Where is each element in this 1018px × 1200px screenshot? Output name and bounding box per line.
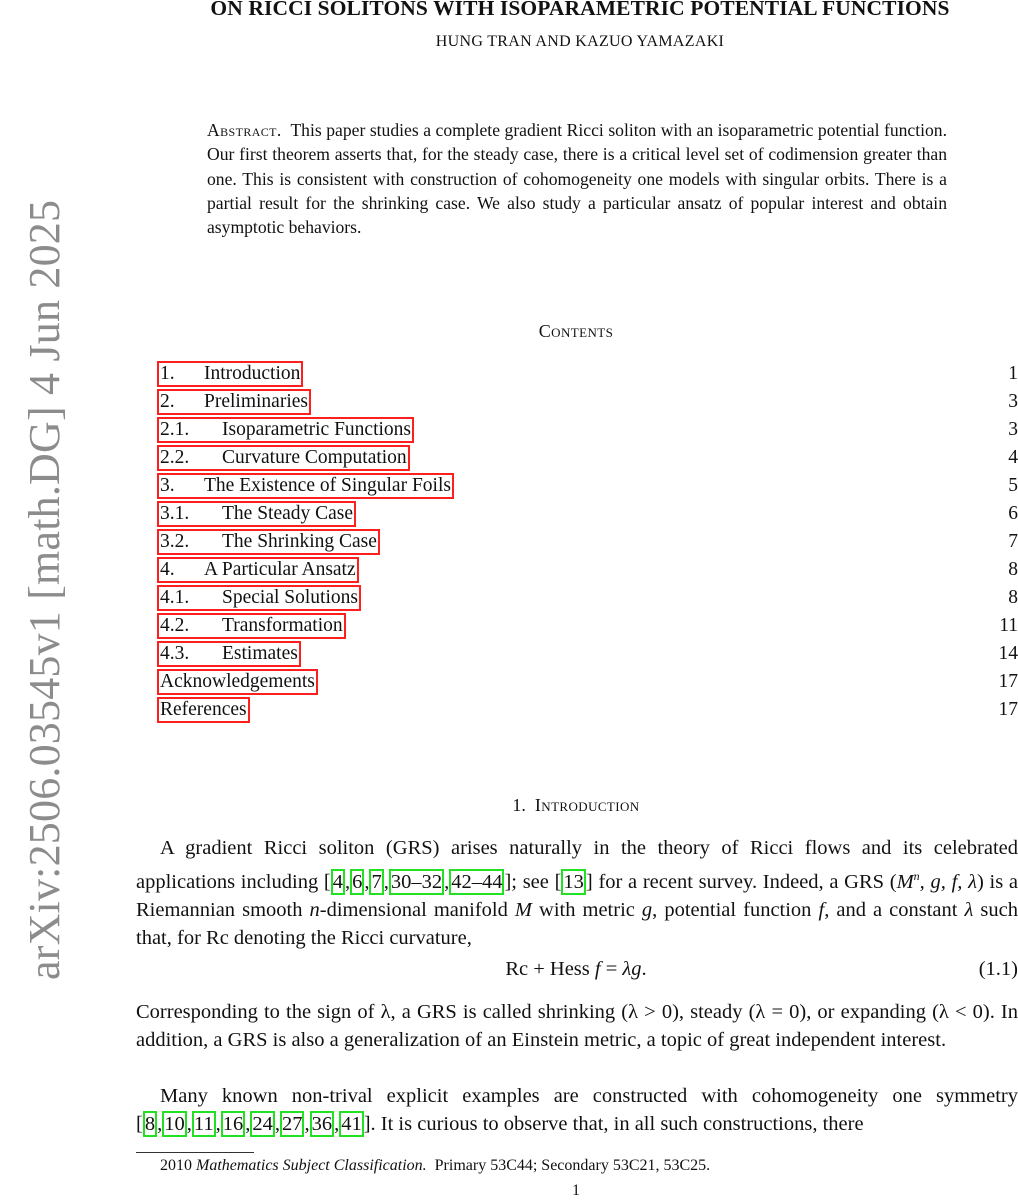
toc-entry xyxy=(157,585,1018,613)
math: . xyxy=(641,958,647,980)
toc-link[interactable] xyxy=(157,361,303,387)
footnote-rule xyxy=(136,1152,254,1153)
toc-link[interactable] xyxy=(157,389,311,415)
text: ] for a recent survey. Indeed, a GRS ( xyxy=(585,870,897,893)
toc-number: 4.1. xyxy=(160,587,190,608)
citation-link[interactable]: 24 xyxy=(252,1113,273,1135)
toc-link[interactable] xyxy=(157,445,410,471)
toc-entry xyxy=(157,445,1018,473)
section-title: Introduction xyxy=(534,795,640,815)
text: ) is a Riemannian smooth xyxy=(136,870,1018,921)
citation-link[interactable]: 7 xyxy=(371,870,382,893)
citation-link[interactable]: 30–32 xyxy=(390,870,443,893)
text: ]; see [ xyxy=(504,870,562,893)
math: M xyxy=(514,898,532,921)
abstract xyxy=(207,118,947,239)
math: f xyxy=(594,958,601,980)
citation-link[interactable]: 42–44 xyxy=(451,870,503,893)
abstract-label: Abstract. xyxy=(207,120,282,140)
citation-group: 8,10,11,16,24,27,36,41 xyxy=(144,1113,362,1135)
toc-page-number: 7 xyxy=(1008,531,1018,552)
toc-entry xyxy=(157,557,1018,585)
toc-entry xyxy=(157,501,1018,529)
toc-title: Curvature Computation xyxy=(222,447,407,468)
text: , potential function xyxy=(652,898,819,921)
intro-paragraph-1 xyxy=(136,834,1018,952)
toc-link[interactable] xyxy=(157,557,359,583)
paper-title: ON RICCI SOLITONS WITH ISOPARAMETRIC POTENTIAL FUNCTIONS xyxy=(210,0,950,20)
math: λg xyxy=(622,958,642,980)
citation-link[interactable]: 10 xyxy=(164,1113,185,1135)
toc-page-number: 8 xyxy=(1008,587,1018,608)
toc-title: Isoparametric Functions xyxy=(222,419,411,440)
toc-number: 1. xyxy=(160,363,175,384)
toc-number: 2.1. xyxy=(160,419,190,440)
toc-title: Special Solutions xyxy=(222,587,358,608)
math: , g, f, λ xyxy=(919,870,977,893)
math: n xyxy=(913,869,920,883)
toc-link[interactable] xyxy=(157,417,414,443)
contents-heading: Contents xyxy=(538,321,614,341)
citation-link[interactable]: 11 xyxy=(193,1113,214,1135)
text: Mathematics Subject Classification. xyxy=(196,1157,427,1174)
toc-number: 3.1. xyxy=(160,503,190,524)
toc-number: 2. xyxy=(160,391,175,412)
toc-title: Acknowledgements xyxy=(160,671,315,692)
intro-paragraph-2: Corresponding to the sign of λ, a GRS is called shrinking (λ > 0), steady (λ = 0), or expanding (λ < 0). In addition, a GRS is also a generalization of an Einstein metric, a topic of great independent interest. xyxy=(136,1001,1018,1051)
math: = xyxy=(600,958,623,980)
toc-link[interactable] xyxy=(157,641,301,667)
toc-entry xyxy=(157,361,1018,389)
page-number: 1 xyxy=(572,1182,580,1199)
citation-link[interactable]: 36 xyxy=(311,1113,333,1135)
text: such that, for Rc denoting the Ricci curvature, xyxy=(136,898,1018,949)
authors: HUNG TRAN AND KAZUO YAMAZAKI xyxy=(435,33,725,50)
toc-page-number: 17 xyxy=(998,671,1018,692)
toc-page-number: 4 xyxy=(1008,447,1018,468)
section-heading-introduction xyxy=(0,795,1018,816)
citation-link[interactable]: 16 xyxy=(222,1113,244,1135)
toc-link[interactable] xyxy=(157,501,356,527)
equation-1-1 xyxy=(0,958,1018,981)
toc-title: The Existence of Singular Foils xyxy=(204,475,451,496)
arxiv-stamp: arXiv:2506.03545v1 [math.DG] 4 Jun 2025 xyxy=(20,199,69,980)
toc-title: Estimates xyxy=(222,643,298,664)
section-number: 1. xyxy=(512,795,526,815)
toc-entry xyxy=(157,529,1018,557)
text: , and a constant xyxy=(824,898,965,921)
toc-page-number: 17 xyxy=(998,699,1018,720)
toc-title: Transformation xyxy=(222,615,343,636)
toc-title: A Particular Ansatz xyxy=(204,559,356,580)
toc-number: 2.2. xyxy=(160,447,190,468)
abstract-text: This paper studies a complete gradient Ricci soliton with an isoparametric potential function. Our first theorem asserts that, for the steady case, there is a critical level set of codimension greater than one. This is consistent with construction of cohomogeneity one models with singular orbits. There is a partial result for the shrinking case. We also study a particular ansatz of popular interest and obtain asymptotic behaviors. xyxy=(207,120,948,238)
math: λ xyxy=(964,898,974,921)
text: A gradient Ricci soliton (GRS) arises naturally in the theory of Ricci flows and its celebrated applications including [ xyxy=(136,837,1018,893)
text: ]. It is curious to observe that, in all such constructions, there xyxy=(363,1113,864,1135)
equation-number: (1.1) xyxy=(978,958,1018,980)
intro-paragraph-3 xyxy=(136,1082,1018,1138)
toc-entry xyxy=(157,697,1018,725)
text: with metric xyxy=(531,898,642,921)
toc-entry xyxy=(157,613,1018,641)
text: Primary 53C44; Secondary 53C21, 53C25. xyxy=(434,1157,711,1174)
citation-link[interactable]: 6 xyxy=(352,870,363,893)
table-of-contents xyxy=(157,361,1018,725)
toc-link[interactable] xyxy=(157,613,346,639)
toc-link[interactable] xyxy=(157,697,250,723)
text: 2010 xyxy=(160,1157,192,1174)
toc-number: 3.2. xyxy=(160,531,190,552)
toc-entry xyxy=(157,417,1018,445)
toc-page-number: 11 xyxy=(999,615,1018,636)
toc-title: The Shrinking Case xyxy=(222,531,377,552)
toc-page-number: 6 xyxy=(1008,503,1018,524)
text: -dimensional manifold xyxy=(319,898,515,921)
text: Many known non-trival explicit examples are constructed with cohomogeneity one symmetry [ xyxy=(136,1085,1018,1135)
toc-title: Introduction xyxy=(204,363,301,384)
toc-number: 4.3. xyxy=(160,643,190,664)
toc-entry xyxy=(157,473,1018,501)
citation-group: 4,6,7,30–32,42–44 xyxy=(332,870,503,893)
math: g xyxy=(641,898,653,921)
math: Rc + Hess xyxy=(505,958,595,980)
toc-title: The Steady Case xyxy=(222,503,354,524)
toc-title: References xyxy=(160,699,247,720)
toc-number: 4. xyxy=(160,559,175,580)
toc-link[interactable] xyxy=(157,529,380,555)
toc-number: 4.2. xyxy=(160,615,190,636)
toc-entry xyxy=(157,669,1018,697)
toc-entry xyxy=(157,389,1018,417)
toc-page-number: 1 xyxy=(1008,363,1018,384)
toc-number: 3. xyxy=(160,475,175,496)
toc-entry xyxy=(157,641,1018,669)
citation-link[interactable]: 4 xyxy=(332,870,343,893)
toc-link[interactable] xyxy=(157,669,318,695)
citation-link[interactable]: 27 xyxy=(281,1113,303,1135)
footnote-msc xyxy=(160,1157,710,1175)
toc-page-number: 3 xyxy=(1008,419,1018,440)
citation-link[interactable]: 8 xyxy=(144,1113,156,1135)
citation-link[interactable]: 41 xyxy=(341,1113,362,1135)
toc-page-number: 3 xyxy=(1008,391,1018,412)
toc-page-number: 14 xyxy=(998,643,1018,664)
toc-page-number: 5 xyxy=(1008,475,1018,496)
toc-page-number: 8 xyxy=(1008,559,1018,580)
toc-link[interactable] xyxy=(157,473,454,499)
citation-link[interactable]: 13 xyxy=(563,870,584,893)
toc-title: Preliminaries xyxy=(204,391,308,412)
math: M xyxy=(896,870,914,893)
math: f xyxy=(818,898,825,921)
toc-link[interactable] xyxy=(157,585,361,611)
math: n xyxy=(309,898,320,921)
